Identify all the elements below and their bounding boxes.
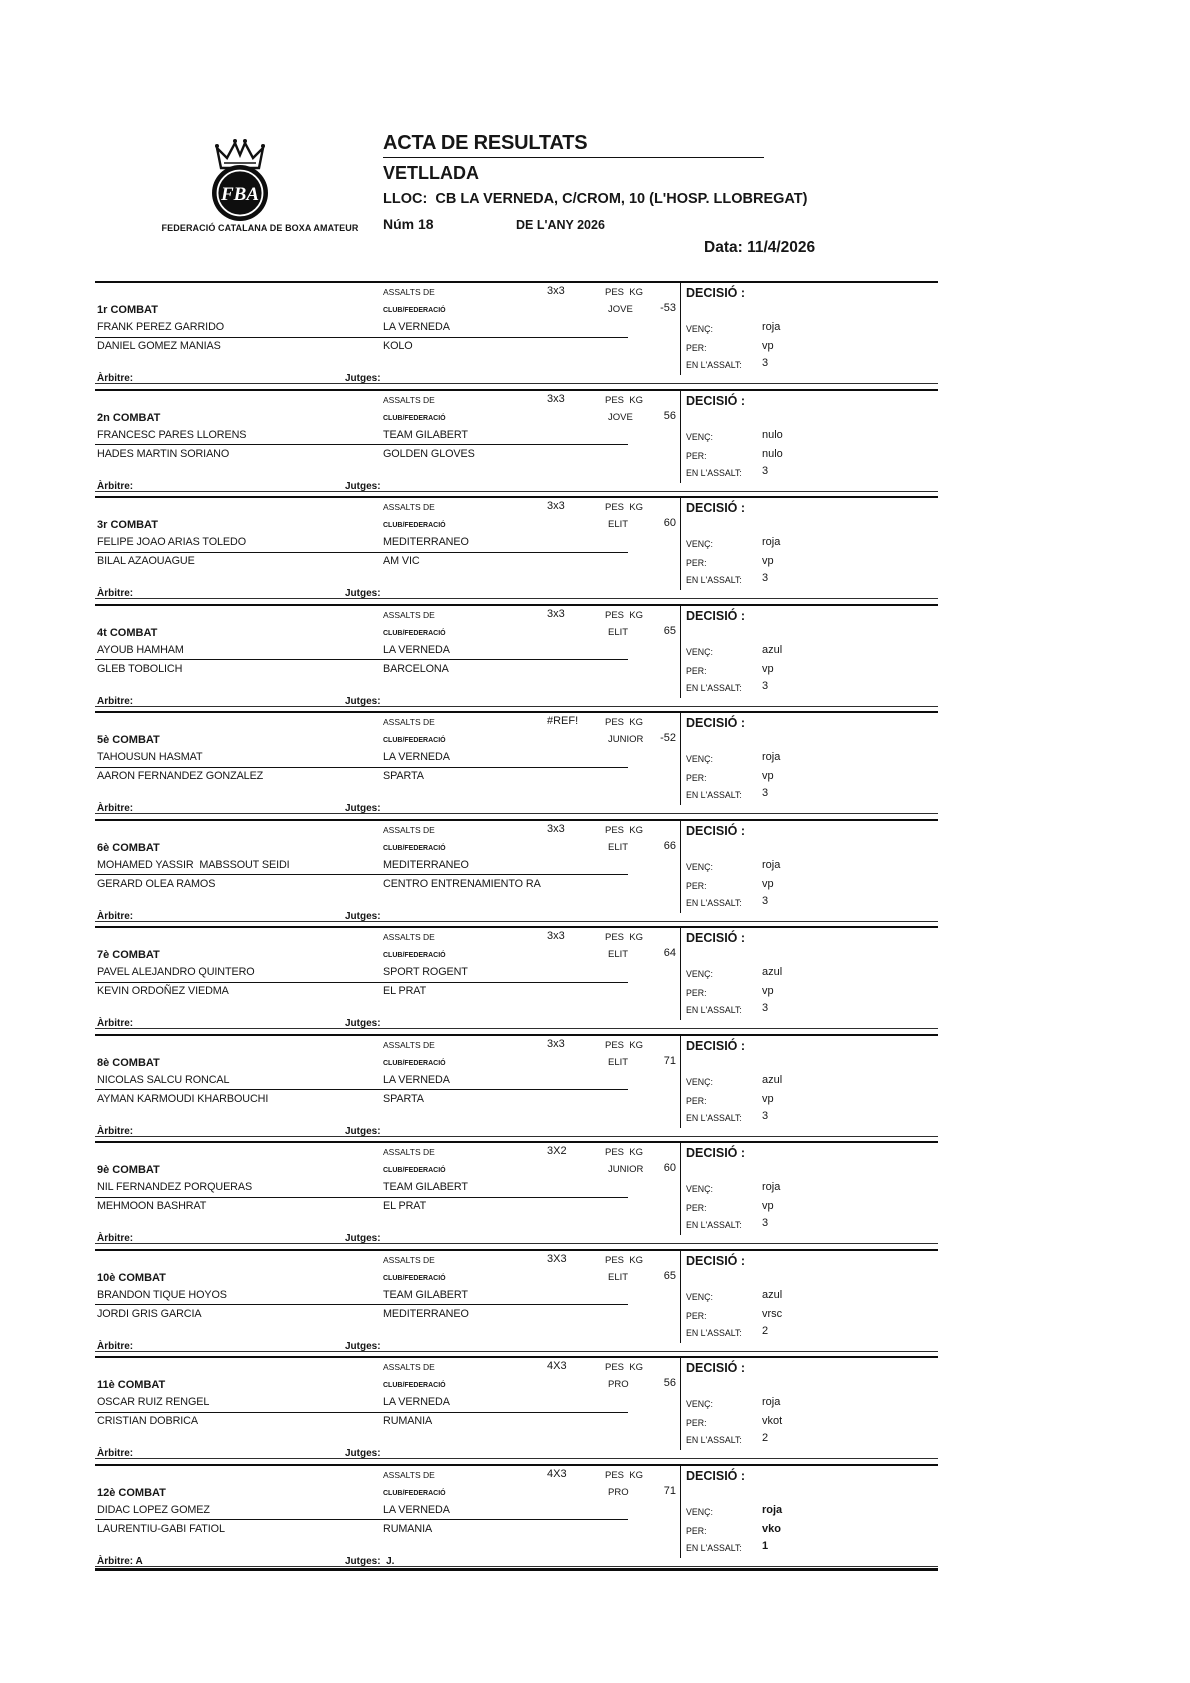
per-label: PER: [686,1525,707,1536]
fighter-red-name: FELIPE JOAO ARIAS TOLEDO [97,536,247,548]
fighter-blue-club: RUMANIA [383,1415,433,1427]
assalt-round-value: 3 [762,464,769,477]
combat-block [95,496,938,604]
jutges-label: Jutges: [345,373,381,384]
weight-kg-value: -52 [660,732,676,744]
fighter-red-name: OSCAR RUIZ RENGEL [97,1396,210,1408]
fighter-blue-club: SPARTA [383,1092,424,1105]
club-federacio-label: CLUB/FEDERACIÓ [383,1059,446,1067]
fighter-blue-name: KEVIN ORDOÑEZ VIEDMA [97,985,229,997]
assalts-value: 3x3 [547,285,565,297]
decision-column-divider [680,1143,681,1235]
fighters-divider [95,552,628,553]
assalts-value: 3X3 [547,1252,567,1265]
fighters-divider [95,659,628,660]
assalts-de-label: ASSALTS DE [383,932,435,942]
category-value: JOVE [608,411,633,423]
assalt-round-value: 3 [762,1217,769,1229]
arbitre-label: Àrbitre: [97,373,134,384]
logo-monogram: FBA [220,184,260,205]
arbitre-label: Àrbitre: [97,1125,134,1137]
fighter-blue-name: BILAL AZAOUAGUE [97,555,195,567]
venc-label: VENÇ: [686,1399,713,1409]
per-label: PER: [686,988,707,998]
arbitre-label: Àrbitre: [97,480,134,492]
event-date: Data: 11/4/2026 [704,239,816,256]
weight-kg-value: 65 [663,624,676,637]
assalt-round-value: 3 [762,787,769,799]
decisio-label: DECISIÓ : [686,1361,746,1375]
pes-kg-label: PES KG [605,1469,644,1481]
weight-kg-value: -53 [660,302,676,314]
en-lassalt-label: EN L'ASSALT: [686,467,742,478]
per-value: vrsc [762,1307,783,1320]
decisio-label: DECISIÓ : [686,1038,746,1053]
jutges-label: Jutges: [345,1233,381,1244]
per-label: PER: [686,1095,707,1106]
venc-value: nulo [762,428,783,441]
pes-kg-label: PES KG [605,1039,644,1051]
fighter-red-club: LA VERNEDA [383,643,450,656]
pes-kg-label: PES KG [605,1147,644,1158]
decision-column-divider [680,1358,681,1450]
fighter-blue-name: JORDI GRIS GARCIA [97,1307,202,1320]
en-lassalt-label: EN L'ASSALT: [686,1112,742,1123]
arbitre-label: Àrbitre: [97,1233,134,1244]
decision-column-divider [680,606,681,698]
fighters-divider [95,1304,628,1305]
fighters-divider [95,1089,628,1090]
table-bottom-border [95,1568,938,1571]
assalts-de-label: ASSALTS DE [383,609,435,620]
fighter-blue-club: MEDITERRANEO [383,1307,469,1320]
en-lassalt-label: EN L'ASSALT: [686,897,742,908]
club-federacio-label: CLUB/FEDERACIÓ [383,522,446,529]
pes-kg-label: PES KG [605,1362,644,1373]
en-lassalt-label: EN L'ASSALT: [686,1435,742,1445]
venc-value: azul [762,643,783,656]
fighter-red-name: NICOLAS SALCU RONCAL [97,1073,230,1086]
assalts-value: 4X3 [547,1467,567,1480]
per-value: vp [762,1200,774,1212]
combat-block [95,819,938,927]
category-value: PRO [608,1379,629,1390]
per-label: PER: [686,773,707,783]
fighter-blue-name: HADES MARTIN SORIANO [97,447,230,460]
category-value: ELIT [608,1056,629,1068]
combat-number: 1r COMBAT [97,304,158,316]
jutges-label: Jutges: [345,1340,381,1352]
fighters-divider [95,337,628,338]
fighter-blue-club: AM VIC [383,555,420,567]
org-name: FEDERACIÓ CATALANA DE BOXA AMATEUR [161,223,359,233]
fighter-red-club: MEDITERRANEO [383,536,469,548]
pes-kg-label: PES KG [605,932,644,943]
fighter-red-club: LA VERNEDA [383,751,450,763]
page-title: ACTA DE RESULTATS [383,132,588,154]
weight-kg-value: 64 [663,947,676,959]
assalts-de-label: ASSALTS DE [383,502,435,512]
combat-list [95,281,938,1576]
category-value: ELIT [608,1271,629,1283]
combat-block [95,711,938,819]
decisio-label: DECISIÓ : [686,1146,746,1160]
assalts-de-label: ASSALTS DE [383,1039,435,1050]
per-value: vp [762,340,774,352]
event-number: Núm 18 [383,216,434,232]
assalts-de-label: ASSALTS DE [383,1147,435,1157]
category-value: JOVE [608,304,633,315]
en-lassalt-label: EN L'ASSALT: [686,1542,742,1553]
en-lassalt-label: EN L'ASSALT: [686,1327,742,1338]
decisio-label: DECISIÓ : [686,716,746,730]
fighter-red-club: TEAM GILABERT [383,428,468,441]
en-lassalt-label: EN L'ASSALT: [686,1220,742,1230]
decision-column-divider [680,821,681,913]
combat-block [95,389,938,497]
venc-label: VENÇ: [686,431,713,442]
venc-value: roja [762,1503,783,1516]
combat-number: 2n COMBAT [97,411,161,424]
event-year: DE L'ANY 2026 [516,218,605,232]
jutges-label: Jutges: [345,480,381,492]
fighter-blue-name: GERARD OLEA RAMOS [97,877,216,890]
per-label: PER: [686,665,707,676]
jutges-label: Jutges: [345,695,381,707]
weight-kg-value: 71 [663,1484,676,1497]
fighter-blue-name: LAURENTIU-GABI FATIOL [97,1522,225,1535]
fighter-red-name: BRANDON TIQUE HOYOS [97,1288,227,1301]
fighter-blue-club: GOLDEN GLOVES [383,447,475,460]
fighter-red-name: NIL FERNANDEZ PORQUERAS [97,1181,253,1193]
decisio-label: DECISIÓ : [686,286,746,300]
per-value: vp [762,1092,774,1105]
venc-value: roja [762,858,781,871]
venc-value: roja [762,751,781,763]
assalts-value: 3x3 [547,500,565,512]
fighter-blue-name: AARON FERNANDEZ GONZALEZ [97,770,264,782]
en-lassalt-label: EN L'ASSALT: [686,575,742,585]
category-value: ELIT [608,841,629,853]
arbitre-label: Àrbitre: A [97,1555,143,1567]
combat-number: 10è COMBAT [97,1271,166,1284]
per-label: PER: [686,1418,707,1428]
fighter-red-club: TEAM GILABERT [383,1288,468,1301]
arbitre-label: Àrbitre: [97,910,134,922]
combat-number: 6è COMBAT [97,841,160,854]
weight-kg-value: 60 [663,1162,676,1174]
decisio-label: DECISIÓ : [686,1253,746,1268]
weight-kg-value: 71 [663,1054,676,1067]
combat-block [95,926,938,1034]
pes-kg-label: PES KG [605,1254,644,1266]
per-label: PER: [686,1203,707,1213]
arbitre-label: Àrbitre: [97,1018,134,1029]
fighter-red-club: TEAM GILABERT [383,1181,468,1193]
arbitre-label: Arbitre: [97,695,134,707]
jutges-label: Jutges: [345,588,381,599]
fighter-blue-club: RUMANIA [383,1522,433,1535]
fighter-red-club: LA VERNEDA [383,1503,450,1516]
fighter-red-name: DIDAC LOPEZ GOMEZ [97,1503,210,1516]
pes-kg-label: PES KG [605,502,644,513]
weight-kg-value: 60 [663,517,676,529]
fighter-red-name: PAVEL ALEJANDRO QUINTERO [97,966,255,978]
weight-kg-value: 66 [663,839,676,852]
combat-number: 3r COMBAT [97,519,158,531]
decision-column-divider [680,713,681,805]
assalts-value: 4X3 [547,1360,567,1372]
weight-kg-value: 65 [663,1269,676,1282]
fighter-red-name: TAHOUSUN HASMAT [97,751,203,763]
pes-kg-label: PES KG [605,824,644,836]
per-value: vp [762,877,774,890]
pes-kg-label: PES KG [605,717,644,728]
title-underline [383,157,764,158]
venc-label: VENÇ: [686,646,713,657]
combat-number: 12è COMBAT [97,1486,166,1499]
decisio-label: DECISIÓ : [686,501,746,515]
venc-label: VENÇ: [686,1184,713,1194]
pes-kg-label: PES KG [605,609,644,621]
assalts-de-label: ASSALTS DE [383,1362,435,1372]
per-value: vkot [762,1415,783,1427]
assalts-de-label: ASSALTS DE [383,1469,435,1480]
venc-label: VENÇ: [686,539,713,549]
venc-label: VENÇ: [686,754,713,764]
per-label: PER: [686,880,707,891]
fighter-blue-name: AYMAN KARMOUDI KHARBOUCHI [97,1092,269,1105]
combat-block [95,1356,938,1464]
category-value: ELIT [608,949,629,960]
club-federacio-label: CLUB/FEDERACIÓ [383,952,446,959]
decision-column-divider [680,498,681,590]
fighter-blue-club: BARCELONA [383,662,449,675]
arbitre-label: Àrbitre: [97,1340,134,1352]
category-value: JUNIOR [608,1164,644,1175]
decision-column-divider [680,283,681,375]
venc-value: roja [762,1396,781,1408]
venc-value: roja [762,1181,781,1193]
fighter-red-club: LA VERNEDA [383,321,450,333]
assalts-de-label: ASSALTS DE [383,717,435,727]
assalts-de-label: ASSALTS DE [383,824,435,835]
combat-number: 4t COMBAT [97,626,158,639]
event-location: LLOC: CB LA VERNEDA, C/CROM, 10 (L'HOSP. LLOBREGAT) [383,191,808,207]
decision-column-divider [680,1036,681,1128]
venc-value: azul [762,1073,783,1086]
combat-number: 8è COMBAT [97,1056,160,1069]
category-value: ELIT [608,519,629,530]
decisio-label: DECISIÓ : [686,823,746,838]
venc-label: VENÇ: [686,1506,713,1517]
category-value: ELIT [608,626,629,638]
per-label: PER: [686,343,707,353]
fighters-divider [95,1519,628,1520]
per-value: vp [762,662,774,675]
club-federacio-label: CLUB/FEDERACIÓ [383,414,446,422]
club-federacio-label: CLUB/FEDERACIÓ [383,1274,446,1282]
fighter-red-club: MEDITERRANEO [383,858,469,871]
per-value: vp [762,555,774,567]
jutges-label: Jutges: [345,1448,381,1459]
fighters-divider [95,767,628,768]
decision-column-divider [680,391,681,483]
decisio-label: DECISIÓ : [686,608,746,623]
combat-number: 5è COMBAT [97,734,160,746]
per-value: vko [762,1522,781,1535]
fighter-blue-club: SPARTA [383,770,424,782]
venc-value: azul [762,966,783,978]
fighters-divider [95,874,628,875]
assalt-round-value: 3 [762,1002,769,1014]
category-value: PRO [608,1486,629,1498]
assalt-round-value: 1 [762,1539,769,1552]
per-value: vp [762,770,774,782]
assalt-round-value: 2 [762,1432,769,1444]
venc-value: azul [762,1288,783,1301]
club-federacio-label: CLUB/FEDERACIÓ [383,844,446,852]
venc-label: VENÇ: [686,324,713,334]
combat-block [95,1249,938,1357]
fighters-divider [95,1197,628,1198]
assalts-value: 3x3 [547,930,565,942]
decisio-label: DECISIÓ : [686,931,746,945]
decisio-label: DECISIÓ : [686,393,746,408]
combat-number: 7è COMBAT [97,949,160,961]
assalts-value: 3x3 [547,1037,565,1050]
assalt-round-value: 2 [762,1324,769,1337]
assalt-round-value: 3 [762,357,769,369]
combat-block [95,281,938,389]
per-label: PER: [686,558,707,568]
club-federacio-label: CLUB/FEDERACIÓ [383,307,446,314]
combat-block [95,1141,938,1249]
decision-column-divider [680,1466,681,1558]
fighter-blue-club: EL PRAT [383,1200,427,1212]
en-lassalt-label: EN L'ASSALT: [686,1005,742,1015]
combat-number: 11è COMBAT [97,1379,166,1391]
venc-label: VENÇ: [686,861,713,872]
weight-kg-value: 56 [663,409,676,422]
jutges-label: Jutges: [345,1125,381,1137]
assalts-value: 3x3 [547,607,565,620]
category-value: JUNIOR [608,734,644,745]
assalts-de-label: ASSALTS DE [383,394,435,405]
fighter-blue-name: GLEB TOBOLICH [97,662,183,675]
fighter-blue-name: DANIEL GOMEZ MANIAS [97,340,221,352]
fighter-red-name: MOHAMED YASSIR MABSSOUT SEIDI [97,858,290,871]
venc-label: VENÇ: [686,1291,713,1302]
decisio-label: DECISIÓ : [686,1468,746,1483]
assalt-round-value: 3 [762,1109,769,1122]
assalt-round-value: 3 [762,679,769,692]
combat-block [95,1034,938,1142]
fighter-blue-club: CENTRO ENTRENAMIENTO RA [383,877,541,890]
club-federacio-label: CLUB/FEDERACIÓ [383,737,446,744]
club-federacio-label: CLUB/FEDERACIÓ [383,1489,446,1497]
fighter-red-club: LA VERNEDA [383,1073,450,1086]
assalts-de-label: ASSALTS DE [383,1254,435,1265]
per-value: vp [762,985,774,997]
club-federacio-label: CLUB/FEDERACIÓ [383,629,446,637]
arbitre-label: Àrbitre: [97,803,134,814]
fighter-red-club: LA VERNEDA [383,1396,450,1408]
weight-kg-value: 56 [663,1377,676,1389]
combat-number: 9è COMBAT [97,1164,160,1176]
fighters-divider [95,982,628,983]
en-lassalt-label: EN L'ASSALT: [686,360,742,370]
fighter-red-name: AYOUB HAMHAM [97,643,184,656]
per-label: PER: [686,1310,707,1321]
assalt-round-value: 3 [762,572,769,584]
arbitre-label: Àrbitre: [97,1448,134,1459]
federation-logo-icon [198,136,282,224]
pes-kg-label: PES KG [605,394,644,406]
assalts-de-label: ASSALTS DE [383,287,435,297]
assalts-value: #REF! [547,715,579,727]
fighter-red-club: SPORT ROGENT [383,966,468,978]
fighter-blue-name: MEHMOON BASHRAT [97,1200,207,1212]
assalts-value: 3X2 [547,1145,567,1157]
assalts-value: 3x3 [547,392,565,405]
venc-value: roja [762,321,781,333]
per-value: nulo [762,447,783,460]
assalts-value: 3x3 [547,822,565,835]
jutges-label: Jutges: [345,1018,381,1029]
fighter-blue-name: CRISTIAN DOBRICA [97,1415,198,1427]
venc-label: VENÇ: [686,969,713,979]
decision-column-divider [680,928,681,1020]
en-lassalt-label: EN L'ASSALT: [686,790,742,800]
jutges-label: Jutges: [345,803,381,814]
en-lassalt-label: EN L'ASSALT: [686,682,742,693]
venc-label: VENÇ: [686,1076,713,1087]
assalt-round-value: 3 [762,894,769,907]
per-label: PER: [686,450,707,461]
pes-kg-label: PES KG [605,287,644,298]
fighter-blue-club: EL PRAT [383,985,427,997]
fighters-divider [95,1412,628,1413]
arbitre-label: Àrbitre: [97,588,134,599]
club-federacio-label: CLUB/FEDERACIÓ [383,1382,446,1389]
decision-column-divider [680,1251,681,1343]
combat-block [95,604,938,712]
fighter-red-name: FRANCESC PARES LLORENS [97,428,247,441]
fighters-divider [95,444,628,445]
venc-value: roja [762,536,781,548]
fighter-red-name: FRANK PEREZ GARRIDO [97,321,225,333]
jutges-label: Jutges: [345,910,381,922]
fighter-blue-club: KOLO [383,340,413,352]
event-type: VETLLADA [383,163,479,183]
combat-block [95,1464,938,1572]
club-federacio-label: CLUB/FEDERACIÓ [383,1167,446,1174]
jutges-label: Jutges: J. [345,1555,395,1567]
